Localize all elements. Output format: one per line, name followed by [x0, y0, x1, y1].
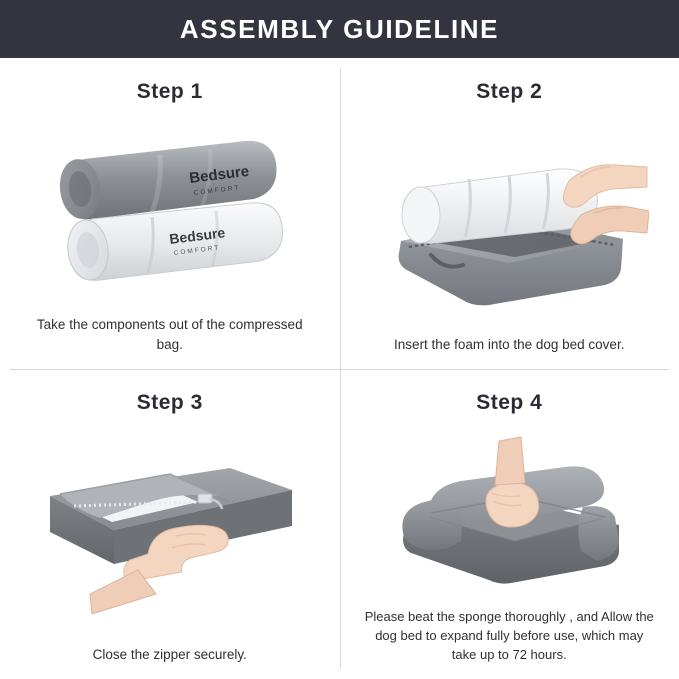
step-2-art [354, 108, 666, 335]
step-4-title: Step 4 [476, 390, 543, 414]
beating-sponge-illustration [369, 433, 649, 593]
steps-grid [0, 58, 679, 679]
inserting-foam-into-cover-illustration [369, 129, 649, 314]
step-cell-3 [0, 369, 340, 679]
step-3-title: Step 3 [136, 390, 203, 414]
brand-label: Bedsure [168, 224, 226, 248]
brand-label: Bedsure [188, 162, 250, 188]
step-3-art [14, 419, 326, 646]
step-2-title: Step 2 [476, 80, 543, 103]
step-1-caption: Take the components out of the compressed bag. [36, 317, 303, 352]
page-title: ASSEMBLY GUIDELINE [179, 13, 500, 44]
closing-zipper-illustration [30, 444, 310, 619]
step-4-caption: Please beat the sponge thoroughly , and Allow the dog bed to expand fully before use, which may take up to 72 hours. [364, 609, 654, 663]
step-cell-2 [340, 58, 679, 369]
page-header [0, 0, 679, 58]
step-4-art [354, 419, 666, 609]
step-cell-1 [0, 58, 340, 369]
step-cell-4 [340, 369, 679, 679]
step-1-art [14, 108, 326, 315]
rolled-compressed-bags-illustration [40, 119, 300, 304]
step-1-title: Step 1 [136, 80, 203, 103]
step-3-caption: Close the zipper securely. [92, 647, 247, 663]
brand-sublabel: COMFORT [173, 244, 221, 258]
brand-sublabel: COMFORT [193, 184, 241, 198]
step-2-caption: Insert the foam into the dog bed cover. [394, 336, 625, 352]
